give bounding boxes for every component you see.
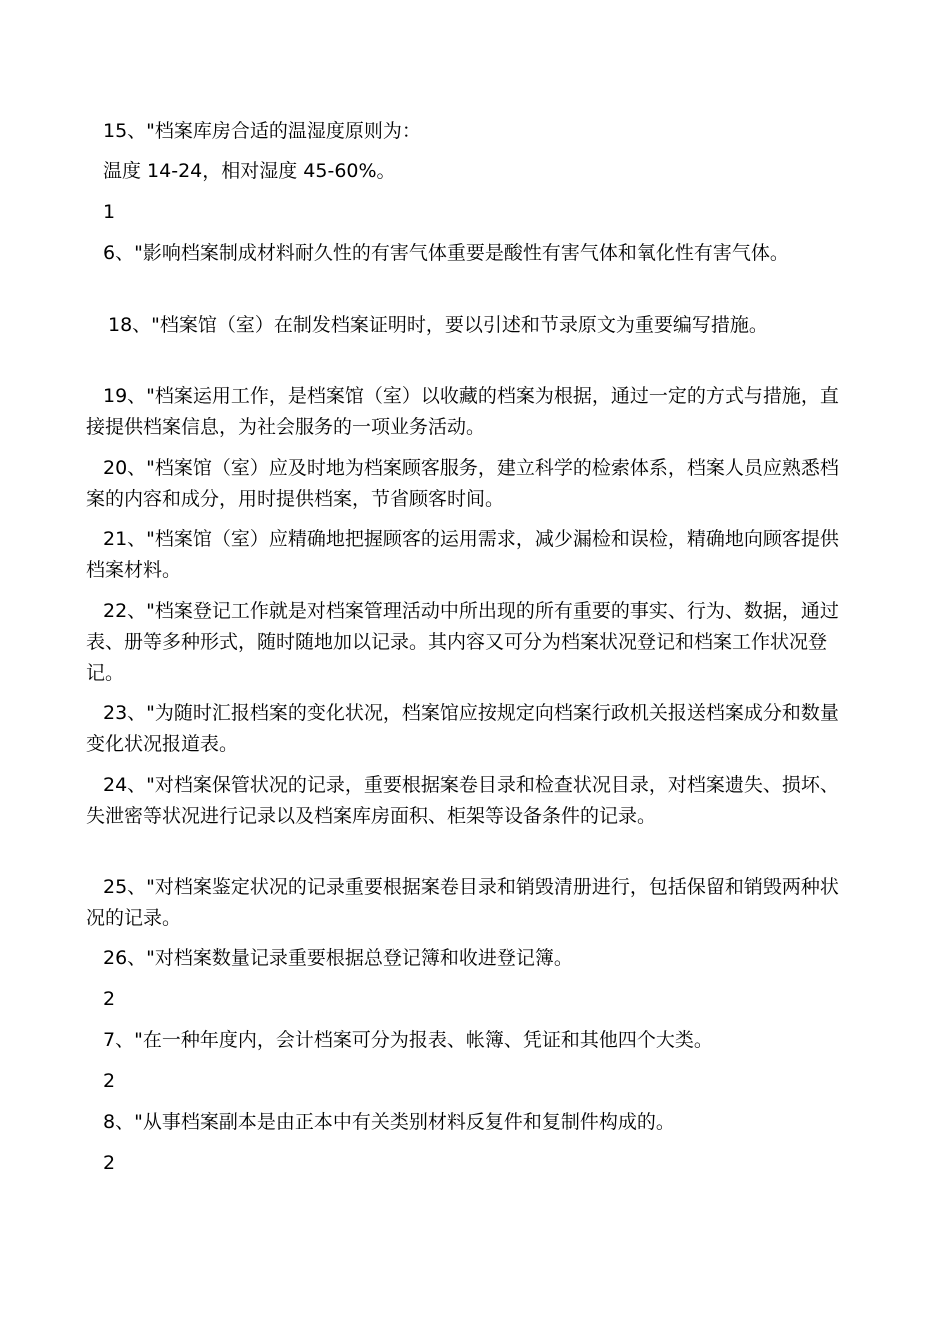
paragraph-26: 26、"对档案数量记录重要根据总登记簿和收进登记簿。 — [103, 947, 573, 969]
paragraph-20: 20、"档案馆（室）应及时地为档案顾客服务，建立科学的检索体系，档案人员应熟悉档案的内容和成分，用时提供档案，节省顾客时间。 — [86, 457, 839, 510]
paragraph-25: 25、"对档案鉴定状况的记录重要根据案卷目录和销毁清册进行，包括保留和销毁两种状况的记录。 — [86, 876, 839, 929]
paragraph-7: 7、"在一种年度内，会计档案可分为报表、帐簿、凭证和其他四个大类。 — [103, 1029, 713, 1051]
paragraph-15: 15、"档案库房合适的温湿度原则为： — [103, 120, 421, 142]
paragraph-number-2b: 2 — [103, 1070, 116, 1092]
paragraph-24: 24、"对档案保管状况的记录，重要根据案卷目录和检查状况目录，对档案遗失、损坏、失泄密等状况进行记录以及档案库房面积、柜架等设备条件的记录。 — [86, 774, 839, 827]
paragraph-6: 6、"影响档案制成材料耐久性的有害气体重要是酸性有害气体和氧化性有害气体。 — [103, 242, 789, 264]
paragraph-21: 21、"档案馆（室）应精确地把握顾客的运用需求，减少漏检和误检，精确地向顾客提供档案材料。 — [86, 528, 839, 581]
paragraph-number-2c: 2 — [103, 1152, 116, 1174]
paragraph-temperature: 温度 14-24，相对湿度 45-60%。 — [103, 160, 396, 182]
paragraph-19: 19、"档案运用工作，是档案馆（室）以收藏的档案为根据，通过一定的方式与措施，直接提供档案信息，为社会服务的一项业务活动。 — [86, 385, 839, 438]
paragraph-number-1: 1 — [103, 201, 116, 223]
paragraph-number-2a: 2 — [103, 988, 116, 1010]
paragraph-22: 22、"档案登记工作就是对档案管理活动中所出现的所有重要的事实、行为、数据，通过表、册等多种形式，随时随地加以记录。其内容又可分为档案状况登记和档案工作状况登记。 — [86, 600, 839, 684]
paragraph-8: 8、"从事档案副本是由正本中有关类别材料反复件和复制件构成的。 — [103, 1111, 675, 1133]
paragraph-18: 18、"档案馆（室）在制发档案证明时，要以引述和节录原文为重要编写措施。 — [108, 314, 768, 336]
paragraph-23: 23、"为随时汇报档案的变化状况，档案馆应按规定向档案行政机关报送档案成分和数量变化状况报道表。 — [86, 702, 839, 755]
